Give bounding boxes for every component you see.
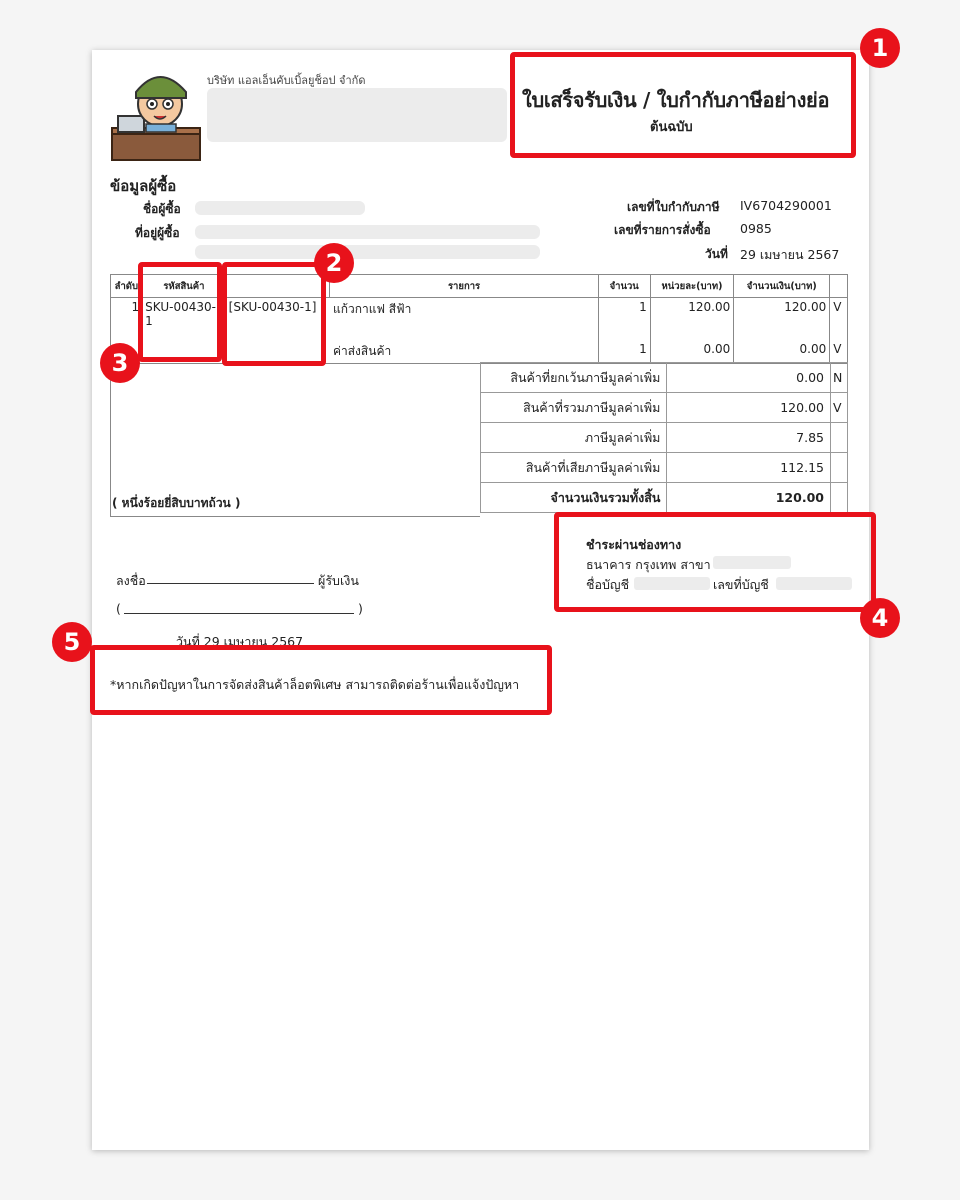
buyer-address-label: ที่อยู่ผู้ซื้อ: [135, 226, 180, 240]
row-sku-code: [SKU-00430-1]: [228, 300, 317, 314]
col-header-unit-price: หน่วยละ(บาท): [650, 275, 733, 298]
redacted-buyer-name: [195, 201, 365, 215]
row-qty: 1: [598, 340, 650, 364]
buyer-name-label: ชื่อผู้ซื้อ: [143, 202, 181, 216]
account-number-label: เลขที่บัญชี: [713, 577, 769, 592]
summary-total-value: 120.00: [667, 483, 831, 513]
paren-close: ): [358, 601, 363, 616]
tax-invoice-value: IV6704290001: [740, 198, 832, 213]
col-header-qty: จำนวน: [598, 275, 650, 298]
document-subtitle: ต้นฉบับ: [650, 120, 693, 135]
callout-frame-2: [222, 262, 326, 366]
summary-vat-included-flag: V: [830, 393, 847, 423]
order-number-value: 0985: [740, 221, 772, 236]
summary-vat-value: 7.85: [667, 423, 831, 453]
callout-badge-3: 3: [100, 343, 140, 383]
row-description: ค่าส่งสินค้า: [330, 340, 598, 364]
row-description: แก้วกาแฟ สีฟ้า: [332, 302, 412, 316]
summary-vat-flag: [830, 423, 847, 453]
tax-invoice-label: เลขที่ใบกำกับภาษี: [627, 200, 720, 214]
shop-logo-icon: [110, 62, 202, 162]
redacted-buyer-address-1: [195, 225, 540, 239]
callout-frame-4: [554, 512, 876, 612]
summary-row: [481, 363, 848, 393]
account-name-label: ชื่อบัญชี: [586, 577, 630, 592]
summary-total-label: จำนวนเงินรวมทั้งสิ้น: [481, 483, 667, 513]
col-header-flag: [830, 275, 848, 298]
summary-row: [481, 393, 848, 423]
summary-vat-included-label: สินค้าที่รวมภาษีมูลค่าเพิ่ม: [481, 393, 667, 423]
order-number-label: เลขที่รายการสั่งซื้อ: [614, 223, 711, 237]
summary-vat-taxable-flag: [830, 453, 847, 483]
callout-badge-5: 5: [52, 622, 92, 662]
callout-frame-3: [138, 262, 222, 362]
col-header-sku: รหัสสินค้า: [142, 275, 225, 298]
row-amount: 120.00: [734, 298, 830, 340]
date-value: 29 เมษายน 2567: [740, 247, 840, 262]
callout-frame-1: [510, 52, 856, 158]
callout-badge-1: 1: [860, 28, 900, 68]
callout-frame-5: [90, 645, 552, 715]
row-amount: 0.00: [734, 340, 830, 364]
name-line: [124, 613, 354, 614]
payment-heading: ชำระผ่านช่องทาง: [586, 537, 682, 552]
col-header-description: รายการ: [330, 275, 598, 298]
amount-in-words: ( หนึ่งร้อยยี่สิบบาทถ้วน ): [112, 496, 241, 510]
row-no: 1: [111, 298, 143, 340]
redacted-buyer-address-2: [195, 245, 540, 259]
summary-exempt-value: 0.00: [667, 363, 831, 393]
summary-row: [481, 423, 848, 453]
summary-vat-taxable-label: สินค้าที่เสียภาษีมูลค่าเพิ่ม: [481, 453, 667, 483]
summary-vat-taxable-value: 112.15: [667, 453, 831, 483]
row-qty: 1: [598, 298, 650, 340]
summary-exempt-label: สินค้าที่ยกเว้นภาษีมูลค่าเพิ่ม: [481, 363, 667, 393]
sign-label: ลงชื่อ: [116, 573, 146, 588]
row-sku: SKU-00430-1: [145, 300, 216, 328]
summary-vat-label: ภาษีมูลค่าเพิ่ม: [481, 423, 667, 453]
row-unit-price: 0.00: [650, 340, 733, 364]
paren-open: (: [116, 601, 121, 616]
summary-exempt-flag: N: [830, 363, 847, 393]
document-title: ใบเสร็จรับเงิน / ใบกำกับภาษีอย่างย่อ: [522, 88, 830, 112]
summary-row: [481, 453, 848, 483]
redacted-address: [207, 88, 507, 142]
callout-badge-2: 2: [314, 243, 354, 283]
footer-note: *หากเกิดปัญหาในการจัดส่งสินค้าล็อตพิเศษ สามารถติดต่อร้านเพื่อแจ้งปัญหา: [110, 677, 520, 692]
col-header-no: ลำดับ: [111, 275, 143, 298]
payment-bank-line: ธนาคาร กรุงเทพ สาขา: [586, 557, 711, 572]
receiver-label: ผู้รับเงิน: [318, 573, 359, 588]
row-flag: V: [830, 298, 848, 340]
date-label: วันที่: [705, 247, 728, 261]
callout-badge-4: 4: [860, 598, 900, 638]
signature-line: [147, 583, 314, 584]
company-name: บริษัท แอลเอ็นคับเบิ้ลยูช็อป จำกัด: [207, 74, 366, 87]
row-unit-price: 120.00: [650, 298, 733, 340]
col-header-amount: จำนวนเงิน(บาท): [734, 275, 830, 298]
buyer-heading: ข้อมูลผู้ซื้อ: [110, 177, 177, 195]
summary-table: [480, 362, 848, 513]
row-flag: V: [830, 340, 848, 364]
signature-date: วันที่ 29 เมษายน 2567: [176, 634, 304, 649]
summary-vat-included-value: 120.00: [667, 393, 831, 423]
summary-total-row: [481, 483, 848, 513]
